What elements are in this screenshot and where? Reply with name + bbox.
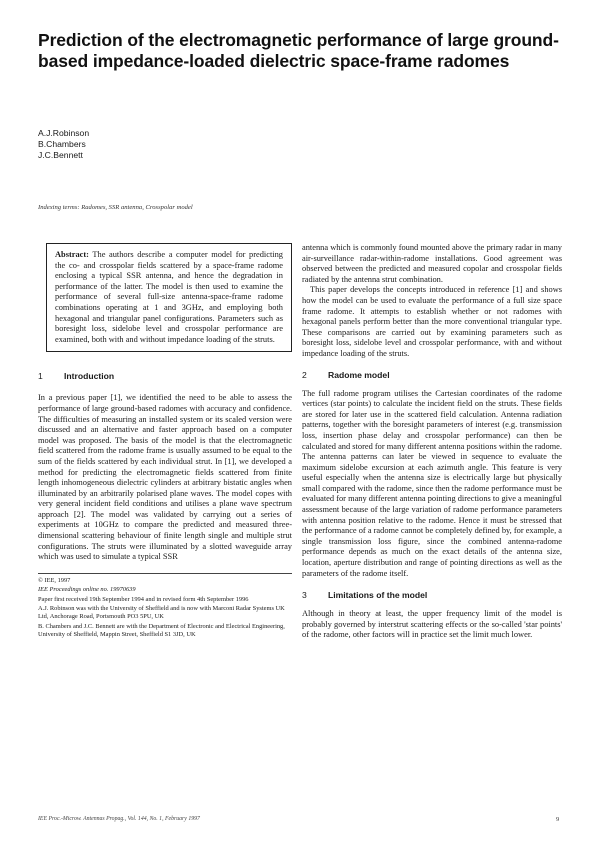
body-paragraph: This paper develops the concepts introduced in reference [1] and shows how the model can be used to evaluate the performance of a full size space frame radome. It attempts to establish whether or not radomes with hexagonal panels perform better than the more conventional triangular type. These comparisons are carried out by examining parameters such as boresight loss, sidelobe level and crosspolar performance, with and without impedance loading of the struts. [302, 285, 562, 358]
abstract-label: Abstract: [55, 250, 89, 259]
right-column [302, 243, 562, 641]
received-note: Paper first received 19th September 1994 and in revised form 4th September 1996 [38, 595, 249, 603]
author-name: A.J.Robinson [38, 128, 90, 138]
abstract-text: The authors describe a computer model for predicting the co- and crosspolar fields scattered by a space-frame radome enclosing a typical SSR antenna, and hence the degradation in performance of the latter. The model is then used to examine the performance of several full-size antenna-space-frame radome combinations operating at 1 and 3GHz, and employing both hexagonal and triangular panel configurations. Parameters such as boresight loss, sidelobe level and crosspolar performance are examined, both with and without impedance loading of the struts. [55, 250, 283, 344]
section-heading-limitations [302, 590, 562, 601]
limitations-paragraph: Although in theory at least, the upper frequency limit of the model is probably governed by interstrut scattering effects or the so-called 'star points' of the radome, other factors will in practice set the limit much lower. [302, 609, 562, 640]
page-number: 9 [556, 816, 560, 823]
body-paragraph: antenna which is commonly found mounted above the primary radar in many air-surveillance radar-within-radome installations. Good agreement was observed between the predicted and measured copolar and crosspolar fields radiated by the antenna strut combination. [302, 243, 562, 284]
introduction-paragraph: In a previous paper [1], we identified the need to be able to assess the performance of large ground-based radomes with accuracy and confidence. The difficulties of measuring an installed system or its scaled version were discussed and an alternative and faster approach based on a computer model was proposed. The basis of the model is that the electromagnetic field scattered from the radome frame is usually assumed to be equal to the sum of the fields scattered by each individual strut. In [1], we developed a method for predicting the electromagnetic fields scattered from finite length inhomogeneous dielectric cylinders at arbitrary bistatic angles when illuminated by an arbitrarily polarised plane waves. The model copes with very general incident field conditions and utilises a plane wave spectrum approach [2]. The model was validated by carrying out a series of experiments at 10GHz to compare the predicted and measured three-dimensional scattering behaviour of finite length single and multiple strut configurations. The struts were illuminated by a slotted waveguide array which was used to simulate a typical SSR [38, 393, 292, 562]
section-heading-introduction [38, 371, 292, 382]
paper-title: Prediction of the electromagnetic performance of large ground-based impedance-loaded dielectric space-frame radomes [38, 30, 559, 71]
author-list [38, 128, 89, 161]
index-terms: Indexing terms: Radomes, SSR antenna, Crosspolar model [38, 204, 193, 211]
section-number: 1 [38, 371, 43, 382]
section-number: 3 [302, 590, 307, 601]
section-title: Limitations of the model [328, 590, 428, 601]
abstract-box [46, 243, 292, 352]
journal-citation: IEE Proc.-Microw. Antennas Propag., Vol. 144, No. 1, February 1997 [38, 816, 200, 822]
affiliation-note: B. Chambers and J.C. Bennett are with the Department of Electronic and Electrical Engineering, University of Sheffield, Mappin Street, Sheffield S1 3JD, UK [38, 622, 285, 638]
section-title: Radome model [328, 369, 390, 380]
author-name: J.C.Bennett [38, 150, 83, 160]
online-note: IEE Proceedings online no. 19970639 [38, 586, 136, 594]
radome-model-paragraph: The full radome program utilises the Cartesian coordinates of the radome vertices (star points) to calculate the incident field on the struts. These fields are stored for later use in the scattered field calculation. Antenna radiation patterns, together with the boresight parameters of interest (e.g. transmission loss, insertion phase delay and crosspolar performance) can then be calculated and stored for many different antenna positions within the radome. The antenna patterns can later be viewed in sequence to evaluate the maximum sidelobe excursion at each azimuth angle. This feature is very useful especially when the antenna size is electrically large but physically small compared with the radome, since then the radome performance must be evaluated for many different antenna pointing directions to give a meaningful assessment because of the large variation of radome performance parameters with antenna position relative to the radome. Hence it must be stressed that the performance of a radome cannot be completely defined by, for example, a single transmission loss figure, since the combined antenna-radome performance depends as much on the exact details of the antenna size, location, aperture distribution and range of pointing directions as well as the parameters of the radome itself. [302, 388, 562, 578]
author-name: B.Chambers [38, 139, 86, 149]
abstract [55, 250, 283, 345]
section-number: 2 [302, 369, 307, 380]
section-title: Introduction [64, 371, 115, 382]
footnotes [38, 573, 292, 639]
copyright-note: © IEE, 1997 [38, 576, 71, 584]
left-column [38, 243, 292, 640]
section-heading-radome-model [302, 370, 562, 381]
affiliation-note: A.J. Robinson was with the University of Sheffield and is now with Marconi Radar Systems UK Ltd, Anchorage Road, Portsmouth PO3 5PU, UK [38, 605, 285, 621]
